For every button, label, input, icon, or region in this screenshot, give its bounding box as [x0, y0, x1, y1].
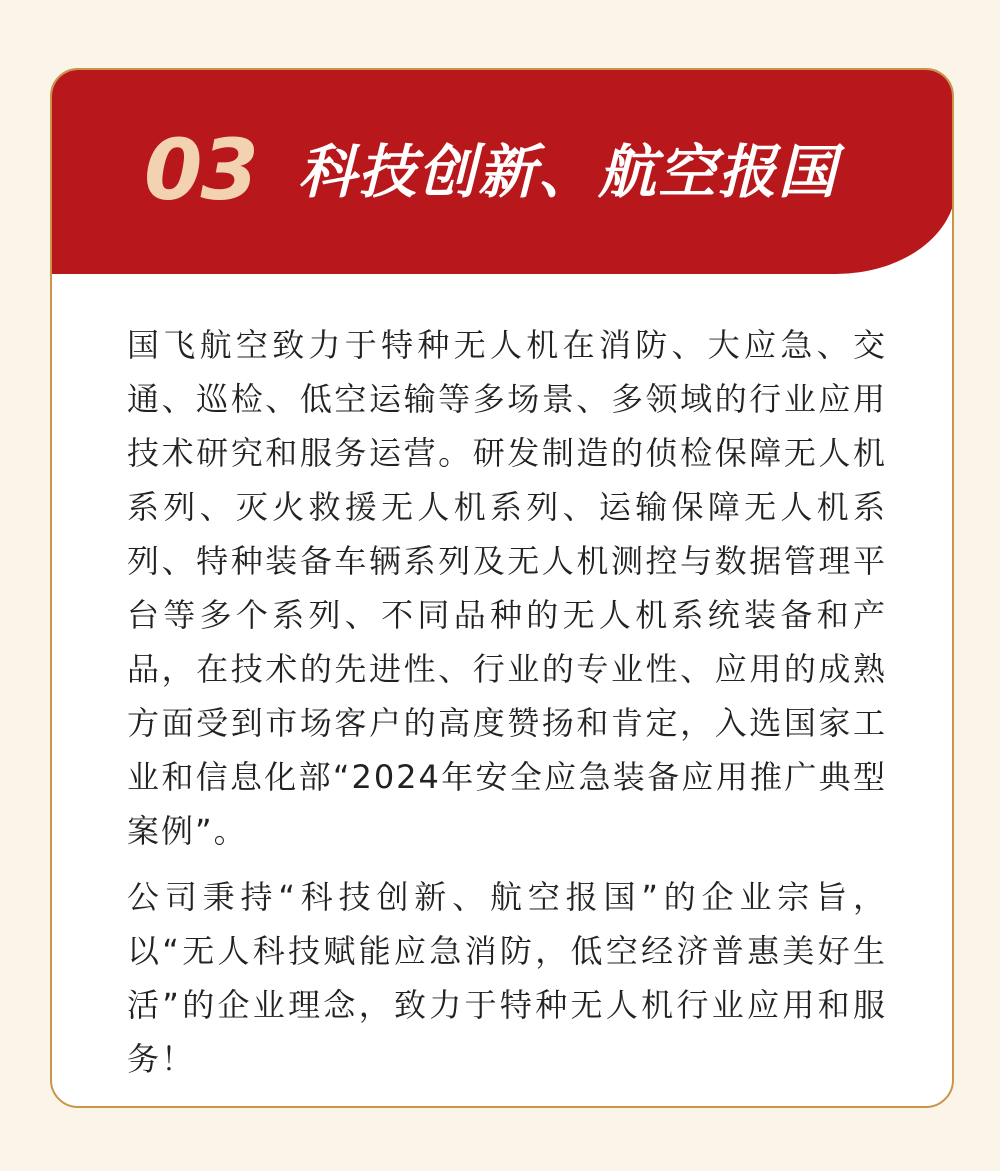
content-card — [50, 68, 954, 1108]
body-text — [127, 318, 887, 1086]
paragraph-company-intro: 国飞航空致力于特种无人机在消防、大应急、交通、巡检、低空运输等多场景、多领域的行业应用技术研究和服务运营。研发制造的侦检保障无人机系列、灭火救援无人机系列、运输保障无人机系列、特种装备车辆系列及无人机测控与数据管理平台等多个系列、不同品种的无人机系统装备和产品，在技术的先进性、行业的专业性、应用的成熟方面受到市场客户的高度赞扬和肯定，入选国家工业和信息化部“2024年安全应急装备应用推广典型案例”。 — [127, 326, 887, 850]
section-header-banner — [52, 70, 954, 274]
paragraph-company-mission: 公司秉持“科技创新、航空报国”的企业宗旨，以“无人科技赋能应急消防，低空经济普惠美好生活”的企业理念，致力于特种无人机行业应用和服务！ — [127, 878, 887, 1078]
section-title: 科技创新、航空报国 — [298, 138, 839, 206]
section-number: 03 — [144, 121, 257, 219]
